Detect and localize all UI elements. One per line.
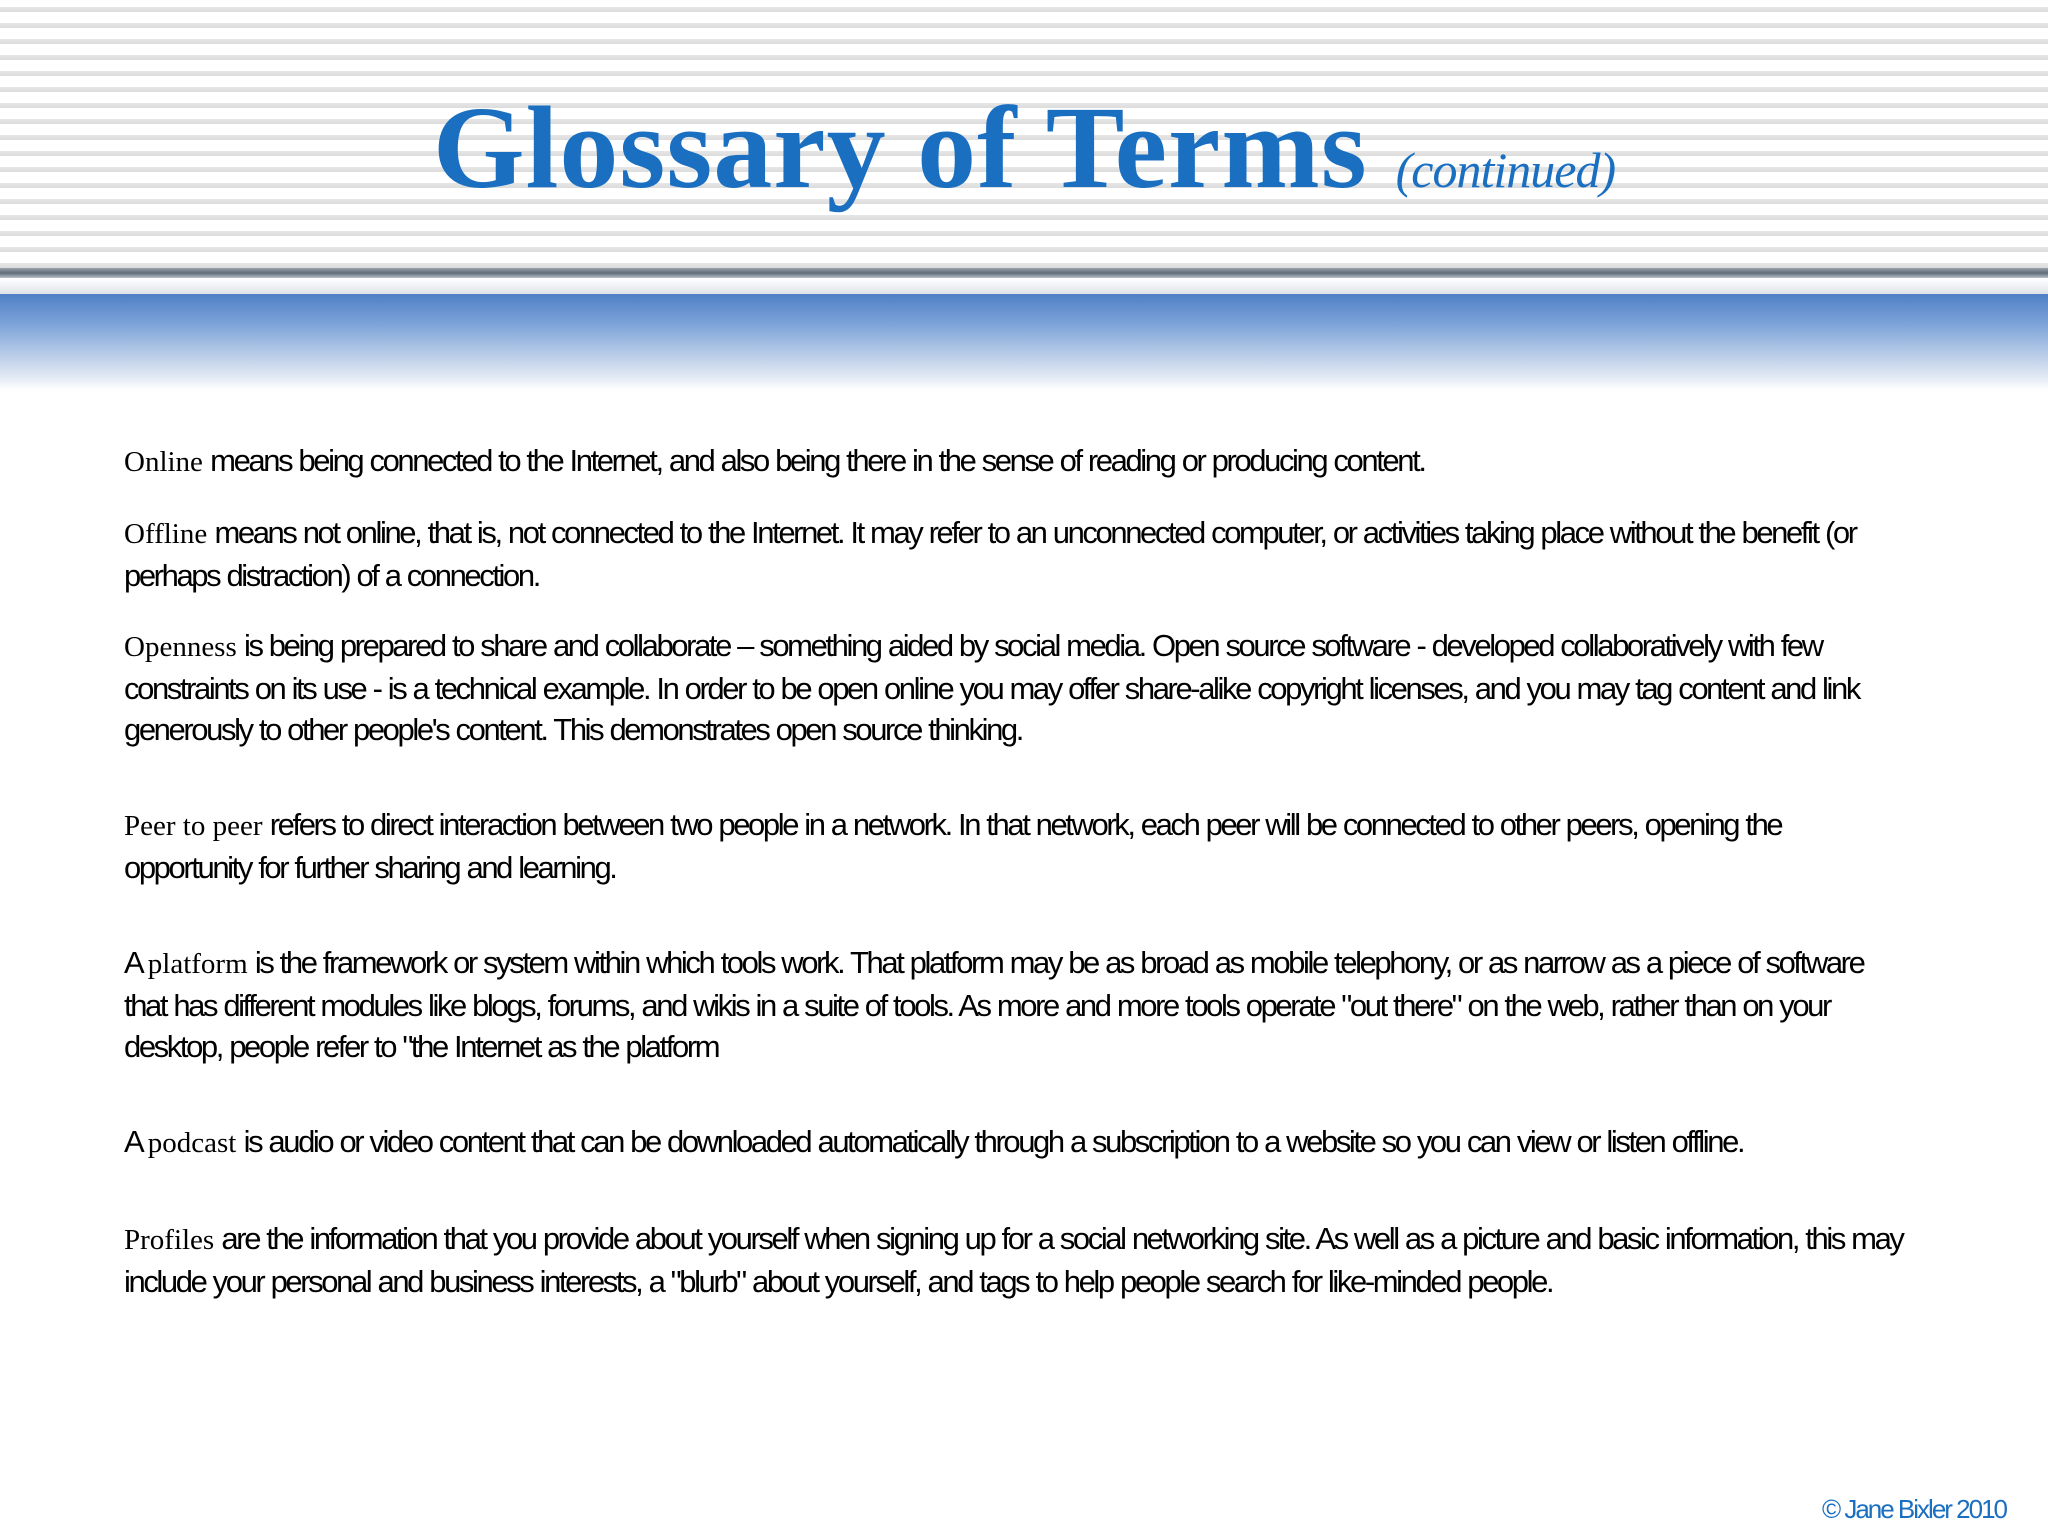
- glossary-entry-platform: [124, 942, 1904, 1067]
- glossary-entry-profiles: [124, 1218, 1904, 1302]
- entry-definition: are the information that you provide about yourself when signing up for a social networking site. As well as a picture and basic information, this may include your personal and business interests, a "blurb" about yourself, and tags to help people search for like-minded people.: [124, 1221, 1903, 1299]
- entry-definition: is the framework or system within which tools work. That platform may be as broad as mobile telephony, or as narrow as a piece of software that has different modules like blogs, forums, and wikis in a suite of tools. As more and more tools operate "out there" on the web, rather than on your desktop, people refer to "the Internet as the platform: [124, 945, 1864, 1064]
- header-blue-band: [0, 294, 2048, 390]
- title-continued: (continued): [1395, 142, 1616, 198]
- glossary-entry-openness: [124, 625, 1904, 750]
- entry-term: podcast: [147, 1127, 237, 1159]
- entry-definition: refers to direct interaction between two people in a network. In that network, each peer will be connected to other peers, opening the opportunity for further sharing and learning.: [124, 807, 1782, 885]
- header-rule-highlight: [0, 278, 2048, 294]
- entry-definition: is being prepared to share and collaborate – something aided by social media. Open source software - developed collaboratively with few constraints on its use - is a technical example. In order to be open online you may offer share-alike copyright licenses, and you may tag content and link generously to other people's content. This demonstrates open source thinking.: [124, 628, 1859, 747]
- entry-term: Profiles: [124, 1224, 215, 1256]
- glossary-entry-peer-to-peer: [124, 804, 1904, 888]
- glossary-entry-offline: [124, 512, 1904, 596]
- glossary-content: [124, 440, 1904, 1302]
- entry-term: Online: [124, 446, 203, 478]
- glossary-entry-podcast: [124, 1121, 1904, 1164]
- entry-term: Openness: [124, 631, 237, 663]
- entry-definition: is audio or video content that can be downloaded automatically through a subscription to a website so you can view or listen offline.: [236, 1124, 1744, 1159]
- entry-lead: A: [124, 1124, 148, 1159]
- title-main: Glossary of Terms: [432, 82, 1368, 213]
- entry-term: Offline: [124, 518, 208, 550]
- page-title: [0, 80, 2048, 216]
- entry-term: Peer to peer: [124, 810, 263, 842]
- glossary-entry-online: [124, 440, 1904, 483]
- entry-lead: A: [124, 945, 148, 980]
- entry-term: platform: [147, 948, 248, 980]
- copyright-footer: © Jane Bixler 2010: [1821, 1494, 2006, 1524]
- entry-definition: means being connected to the Internet, and also being there in the sense of reading or producing content.: [202, 443, 1425, 478]
- header-rule: [0, 268, 2048, 278]
- entry-definition: means not online, that is, not connected to the Internet. It may refer to an unconnected computer, or activities taking place without the benefit (or perhaps distraction) of a connection.: [124, 515, 1856, 593]
